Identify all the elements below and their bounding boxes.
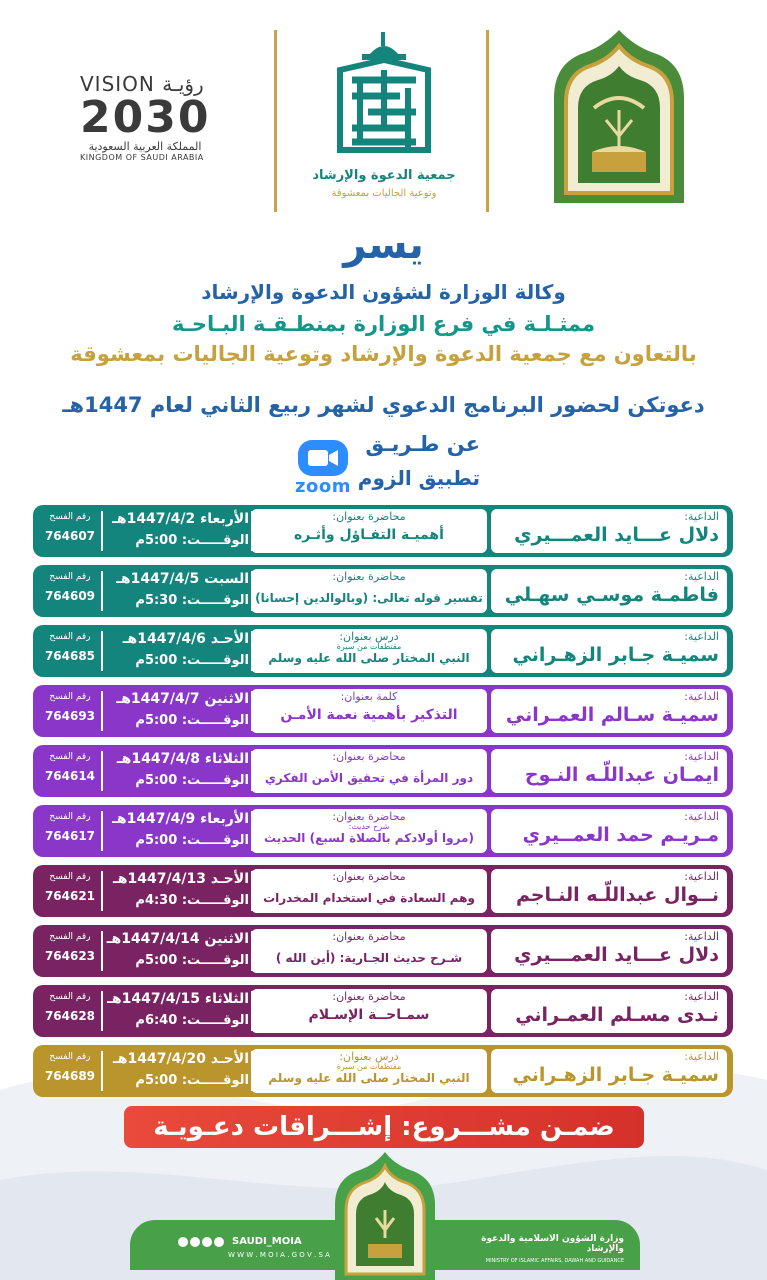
footer-emblem-icon xyxy=(330,1150,440,1280)
date-cell xyxy=(103,749,249,793)
session-time: 5:00م xyxy=(135,833,178,848)
session-type: محاضرة بعنوان: xyxy=(332,570,406,583)
time-label: الوقـــــت: xyxy=(181,533,249,548)
room-cell xyxy=(39,749,101,793)
time-label: الوقـــــت: xyxy=(181,953,249,968)
room-cell xyxy=(39,869,101,913)
row-separator xyxy=(251,571,253,611)
preacher-name: نـدى مسـلم العمـراني xyxy=(515,1004,719,1026)
room-number: 764609 xyxy=(44,589,96,603)
session-type: محاضرة بعنوان: xyxy=(332,810,406,823)
session-title: شـرح حديث الجـارية: (أين الله ) xyxy=(275,951,463,965)
preacher-name: دلال عـــايد العمـــيري xyxy=(514,524,719,546)
facebook-icon[interactable] xyxy=(214,1237,224,1247)
room-label: رقم الفسح xyxy=(49,632,91,642)
vision-ar-label: رؤيـة xyxy=(162,72,204,96)
date-cell xyxy=(103,689,249,733)
preacher-cell xyxy=(491,569,727,613)
room-cell xyxy=(39,689,101,733)
room-number: 764623 xyxy=(44,949,96,963)
preacher-cell xyxy=(491,809,727,853)
via-label: عن طـريـق xyxy=(365,432,480,456)
session-title: وهم السعادة في استخدام المخدرات xyxy=(263,891,475,905)
preacher-cell xyxy=(491,509,727,553)
row-separator xyxy=(101,631,103,671)
moia-emblem-icon xyxy=(544,28,694,208)
session-date: 1447/4/2هـ xyxy=(112,511,196,527)
preacher-name: سميـة سـالم العمـراني xyxy=(505,704,719,726)
session-row xyxy=(33,685,733,737)
row-separator xyxy=(101,931,103,971)
session-type: محاضرة بعنوان: xyxy=(332,870,406,883)
session-row xyxy=(33,565,733,617)
preacher-name: مـريـم حمد العمــيري xyxy=(522,824,719,846)
session-day: الثلاثاء xyxy=(204,751,249,767)
room-label: رقم الفسح xyxy=(49,572,91,582)
topic-cell xyxy=(251,629,487,673)
kingdom-en: KINGDOM OF SAUDI ARABIA xyxy=(80,153,204,162)
session-type: محاضرة بعنوان: xyxy=(332,990,406,1003)
session-time: 5:00م xyxy=(135,653,178,668)
room-label: رقم الفسح xyxy=(49,932,91,942)
preacher-label: الداعية: xyxy=(684,630,719,643)
session-row xyxy=(33,745,733,797)
room-number: 764617 xyxy=(44,829,96,843)
row-separator xyxy=(101,811,103,851)
row-separator xyxy=(101,991,103,1031)
topic-cell xyxy=(251,809,487,853)
vision-label: VISION xyxy=(80,72,155,96)
room-label: رقم الفسح xyxy=(49,512,91,522)
snapchat-icon[interactable] xyxy=(178,1237,188,1247)
row-separator xyxy=(101,691,103,731)
room-label: رقم الفسح xyxy=(49,812,91,822)
main-title: يسر xyxy=(343,222,424,268)
zoom-camera-icon xyxy=(296,438,350,478)
preacher-name: نــوال عبداللّـه النـاجم xyxy=(515,884,719,906)
time-label: الوقـــــت: xyxy=(181,893,249,908)
room-label: رقم الفسح xyxy=(49,692,91,702)
date-cell xyxy=(103,569,249,613)
session-subtype: مقتطفات من سيرة xyxy=(336,1062,402,1071)
room-cell xyxy=(39,929,101,973)
vision-2030-logo xyxy=(80,72,220,162)
session-row xyxy=(33,505,733,557)
session-date: 1447/4/8هـ xyxy=(116,751,201,767)
header-divider-right xyxy=(486,30,489,212)
preacher-label: الداعية: xyxy=(684,1050,719,1063)
time-label: الوقـــــت: xyxy=(181,653,249,668)
row-separator xyxy=(251,691,253,731)
session-date: 1447/4/6هـ xyxy=(122,631,206,647)
session-day: الاثنين xyxy=(204,931,249,947)
topic-cell xyxy=(251,989,487,1033)
session-title: التذكير بأهمية نعمة الأمـن xyxy=(280,707,458,723)
room-label: رقم الفسح xyxy=(49,752,91,762)
association-caption-2: وتوعية الجاليات بمعشوقة xyxy=(331,188,437,199)
footer-handle[interactable]: SAUDI_MOIA xyxy=(232,1236,302,1247)
preacher-label: الداعية: xyxy=(684,510,719,523)
zoom-app-label: تطبيق الزوم xyxy=(357,466,480,490)
session-time: 5:00م xyxy=(135,533,178,548)
row-separator xyxy=(251,1051,253,1091)
zoom-logo-text: zoom xyxy=(295,476,351,497)
session-date: 1447/4/14هـ xyxy=(106,931,200,947)
session-subtype: مقتطفات من سيرة xyxy=(336,642,402,651)
room-cell xyxy=(39,809,101,853)
row-separator xyxy=(251,751,253,791)
session-date: 1447/4/13هـ xyxy=(113,871,206,887)
preacher-cell xyxy=(491,989,727,1033)
session-row xyxy=(33,925,733,977)
session-subtype: شرح حديث: xyxy=(348,822,390,831)
session-day: الأربعاء xyxy=(200,511,249,527)
preacher-label: الداعية: xyxy=(684,750,719,763)
date-cell xyxy=(103,509,249,553)
session-type: كلمة بعنوان: xyxy=(340,690,398,703)
session-title: أهميـة التفـاؤل وأثـره xyxy=(294,527,444,543)
preacher-label: الداعية: xyxy=(684,570,719,583)
session-title: دور المرأة في تحقيق الأمن الفكري xyxy=(264,771,474,785)
session-day: الاثنين xyxy=(204,691,249,707)
session-day: الأحـد xyxy=(210,1051,249,1067)
session-type: محاضرة بعنوان: xyxy=(332,510,406,523)
association-caption-1: جمعية الدعوة والإرشاد xyxy=(312,168,456,183)
session-time: 4:30م xyxy=(135,893,178,908)
date-cell xyxy=(103,629,249,673)
session-date: 1447/4/15هـ xyxy=(107,991,201,1007)
preacher-cell xyxy=(491,1049,727,1093)
header-divider-left xyxy=(274,30,277,212)
footer-website[interactable]: W W W . M O I A . G O V . S A xyxy=(228,1251,330,1259)
preacher-name: سميـة جـابر الزهـراني xyxy=(512,1064,719,1086)
session-type: محاضرة بعنوان: xyxy=(332,930,406,943)
row-separator xyxy=(101,871,103,911)
invitation-text: دعوتكن لحضور البرنامج الدعوي لشهر ربيع الثاني لعام 1447هـ xyxy=(62,393,705,417)
kingdom-ar: المملكة العربية السعودية xyxy=(88,140,202,153)
session-title: النبي المختار صلى الله عليه وسلم xyxy=(268,1071,470,1085)
moia-emblem xyxy=(544,28,694,208)
row-separator xyxy=(101,571,103,611)
row-separator xyxy=(251,811,253,851)
topic-cell xyxy=(251,749,487,793)
session-title: النبي المختار صلى الله عليه وسلم xyxy=(268,651,470,665)
row-separator xyxy=(251,931,253,971)
preacher-cell xyxy=(491,749,727,793)
project-banner: ضمـن مشـــروع: إشـــراقات دعـويـة xyxy=(124,1106,644,1148)
topic-cell xyxy=(251,929,487,973)
topic-cell xyxy=(251,1049,487,1093)
room-cell xyxy=(39,989,101,1033)
preacher-name: ايمـان عبداللّـه النـوح xyxy=(524,764,719,786)
session-row xyxy=(33,985,733,1037)
room-label: رقم الفسح xyxy=(49,872,91,882)
session-time: 5:00م xyxy=(135,1073,178,1088)
date-cell xyxy=(103,1049,249,1093)
date-cell xyxy=(103,809,249,853)
time-label: الوقـــــت: xyxy=(181,593,249,608)
room-number: 764628 xyxy=(44,1009,96,1023)
topic-cell xyxy=(251,869,487,913)
time-label: الوقـــــت: xyxy=(181,713,249,728)
session-day: الثلاثاء xyxy=(204,991,249,1007)
association-logo-icon xyxy=(310,30,458,170)
session-day: السبت xyxy=(204,571,249,587)
room-number: 764685 xyxy=(44,649,96,663)
preacher-name: فاطمـة موسـي سهـلي xyxy=(504,584,719,606)
session-date: 1447/4/9هـ xyxy=(112,811,196,827)
row-separator xyxy=(251,631,253,671)
row-separator xyxy=(101,751,103,791)
room-number: 764614 xyxy=(44,769,96,783)
room-number: 764607 xyxy=(44,529,96,543)
session-time: 5:00م xyxy=(135,953,178,968)
session-time: 5:30م xyxy=(135,593,178,608)
session-type: محاضرة بعنوان: xyxy=(332,750,406,763)
room-number: 764621 xyxy=(44,889,96,903)
preacher-cell xyxy=(491,929,727,973)
time-label: الوقـــــت: xyxy=(181,1073,249,1088)
session-day: الأحـد xyxy=(210,631,249,647)
session-type: درس بعنوان: xyxy=(339,1050,399,1063)
session-day: الأحـد xyxy=(210,871,249,887)
session-title: سمـاحــة الإسـلام xyxy=(308,1007,430,1023)
session-type: درس بعنوان: xyxy=(339,630,399,643)
time-label: الوقـــــت: xyxy=(181,773,249,788)
session-title: تفسير قوله تعالى: (وبالوالدين إحسانا) xyxy=(255,591,483,605)
session-day: الأربعاء xyxy=(200,811,249,827)
footer-ministry-en: MINISTRY OF ISLAMIC AFFAIRS, DAWAH AND GUIDANCE xyxy=(485,1258,624,1264)
title-line-2: ممثـلـة في فرع الوزارة بمنطـقـة البـاحـة xyxy=(171,312,595,336)
preacher-cell xyxy=(491,629,727,673)
preacher-cell xyxy=(491,689,727,733)
preacher-name: سميـة جـابر الزهـراني xyxy=(512,644,719,666)
session-date: 1447/4/7هـ xyxy=(116,691,200,707)
title-line-3: بالتعاون مع جمعية الدعوة والإرشاد وتوعية الجاليات بمعشوقة xyxy=(70,342,697,366)
room-label: رقم الفسح xyxy=(49,1052,91,1062)
date-cell xyxy=(103,869,249,913)
room-cell xyxy=(39,509,101,553)
vision-year: 2030 xyxy=(80,92,211,143)
room-cell xyxy=(39,629,101,673)
topic-cell xyxy=(251,689,487,733)
date-cell xyxy=(103,929,249,973)
session-row xyxy=(33,805,733,857)
room-cell xyxy=(39,1049,101,1093)
row-separator xyxy=(251,871,253,911)
session-title: (مروا أولادكم بالصلاة لسبع) الحديث xyxy=(264,831,474,845)
room-number: 764693 xyxy=(44,709,96,723)
topic-cell xyxy=(251,509,487,553)
session-date: 1447/4/5هـ xyxy=(116,571,200,587)
twitter-icon[interactable] xyxy=(202,1237,212,1247)
session-time: 5:00م xyxy=(135,713,178,728)
preacher-label: الداعية: xyxy=(684,870,719,883)
preacher-cell xyxy=(491,869,727,913)
footer-ministry xyxy=(444,1234,624,1264)
topic-cell xyxy=(251,569,487,613)
session-time: 5:00م xyxy=(135,773,178,788)
instagram-icon[interactable] xyxy=(190,1237,200,1247)
preacher-label: الداعية: xyxy=(684,690,719,703)
title-line-1: وكالة الوزارة لشؤون الدعوة والإرشاد xyxy=(201,280,566,304)
session-row xyxy=(33,1045,733,1097)
room-cell xyxy=(39,569,101,613)
room-label: رقم الفسح xyxy=(49,992,91,1002)
row-separator xyxy=(101,511,103,551)
date-cell xyxy=(103,989,249,1033)
preacher-label: الداعية: xyxy=(684,930,719,943)
row-separator xyxy=(101,1051,103,1091)
room-number: 764689 xyxy=(44,1069,96,1083)
footer-social xyxy=(178,1236,338,1259)
session-row xyxy=(33,865,733,917)
preacher-name: دلال عـــايد العمـــيري xyxy=(514,944,719,966)
time-label: الوقـــــت: xyxy=(181,833,249,848)
session-date: 1447/4/20هـ xyxy=(113,1051,206,1067)
preacher-label: الداعية: xyxy=(684,810,719,823)
preacher-label: الداعية: xyxy=(684,990,719,1003)
session-row xyxy=(33,625,733,677)
footer-ministry-ar: وزارة الشؤون الاسلامية والدعوة والإرشاد xyxy=(481,1234,624,1254)
association-logo xyxy=(310,30,458,210)
row-separator xyxy=(251,511,253,551)
row-separator xyxy=(251,991,253,1031)
time-label: الوقـــــت: xyxy=(181,1013,249,1028)
session-time: 6:40م xyxy=(135,1013,178,1028)
